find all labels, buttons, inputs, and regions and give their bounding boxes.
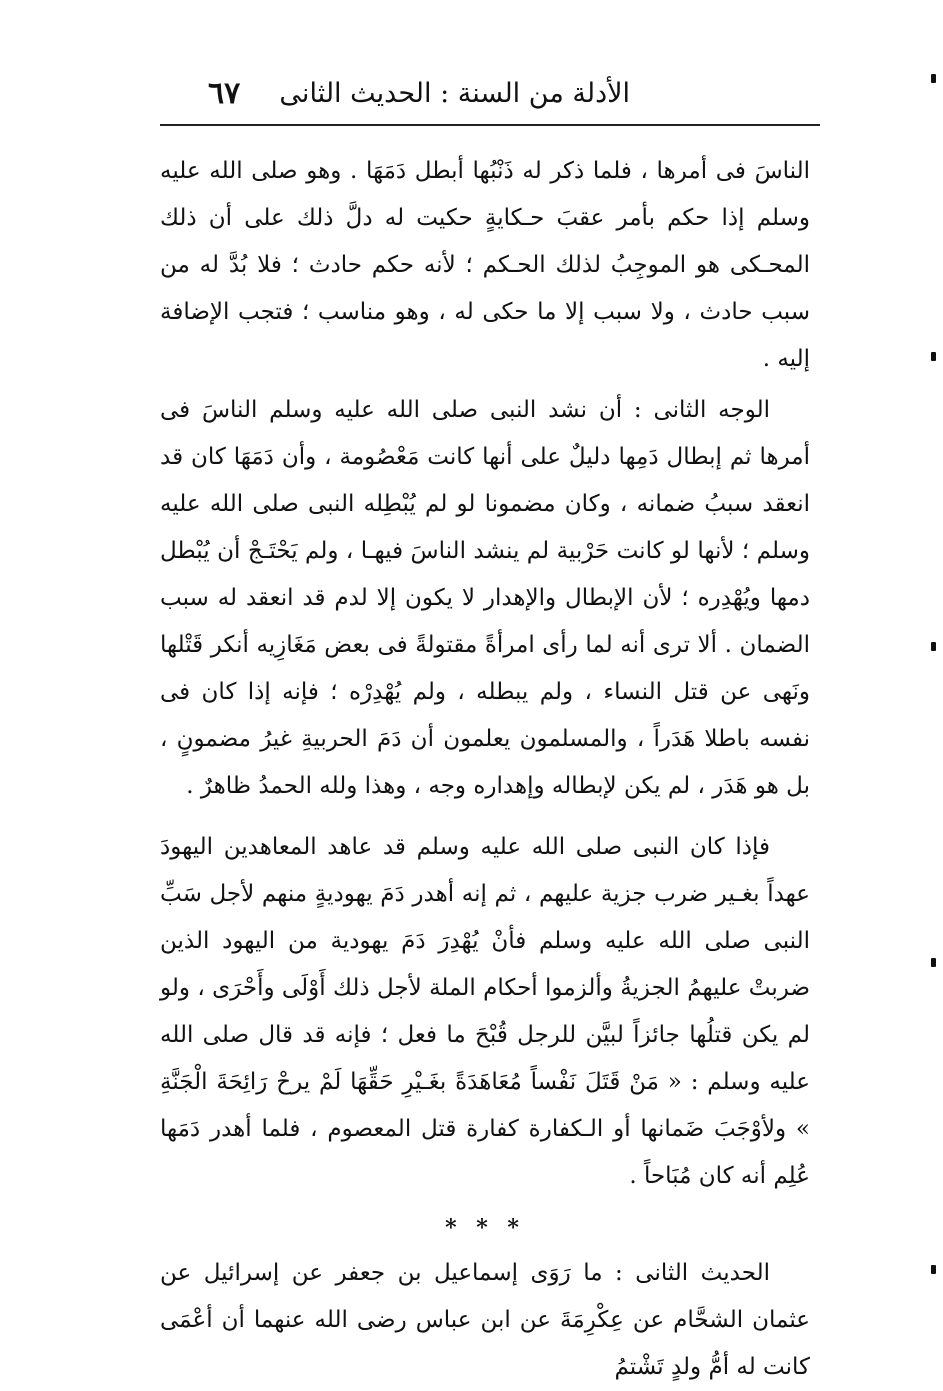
paragraph-treaty: فإذا كان النبى صلى الله عليه وسلم قد عاهد المعاهدين اليهودَ عهداً بغـير ضرب جزية عليهم ، ثم إنه أهدر دَمَ يهوديةٍ منهم لأجل سَبِّ النبى صلى الله عليه وسلم فأنْ يُهْدِرَ دَمَ يهودية من اليهود الذين ضربتْ عليهمُ الجزيةُ وألزموا أحكام الملة لأجل ذلك أَوْلَى وأَحْرَى ، ولو لم يكن قتلُها جائزاً لبيَّن للرجل قُبْحَ ما فعل ؛ فإنه قد قال صلى الله عليه وسلم : « مَنْ قَتَلَ نَفْساً مُعَاهَدَةً بغَـيْرِ حَقِّهَا لَمْ يرحْ رَائِحَةَ الْجَنَّةِ » ولأوْجَبَ ضَمانها أو الـكفارة كفارة قتل المعصوم ، فلما أهدر دَمَها عُلِم أنه كان مُبَاحاً . <box>160 834 810 1189</box>
body-text <box>160 148 810 1391</box>
page-edge-mark <box>931 352 936 361</box>
paragraph-second-hadith: الحديث الثانى : ما رَوَى إسماعيل بن جعفر عن إسرائيل عن عثمان الشحَّام عن عِكْرِمَةَ عن ابن عباس رضى الله عنهما أن أعْمَى كانت له أمُّ ولدٍ تَشْتمُ <box>160 1260 810 1380</box>
page-number: ٦٧ <box>208 76 241 111</box>
paragraph-continuation: الناسَ فى أمرها ، فلما ذكر له ذَنْبُها أبطل دَمَهَا . وهو صلى الله عليه وسلم إذا حكم بأمر عقبَ حـكايةٍ حكيت له دلَّ ذلك على أن ذلك المحـكى هو الموجِبُ لذلك الحـكم ؛ لأنه حكم حادث ؛ فلا بُدَّ له من سبب حادث ، ولا سبب إلا ما حكى له ، وهو مناسب ؛ فتجب الإضافة إليه . <box>160 158 810 372</box>
page-header <box>160 72 820 122</box>
section-separator: * * * <box>445 1215 525 1241</box>
running-title: الأدلة من السنة : الحديث الثانى <box>279 78 630 109</box>
paragraph-second-aspect: الوجه الثانى : أن نشد النبى صلى الله عليه وسلم الناسَ فى أمرها ثم إبطال دَمِها دليلٌ على أنها كانت مَعْصُومة ، وأن دَمَهَا كان قد انعقد سببُ ضمانه ، وكان مضمونا لو لم يُبْطِله النبى صلى الله عليه وسلم ؛ لأنها لو كانت حَرْبية لم ينشد الناسَ فيهـا ، ولم يَحْتَـجْ أن يُبْطل دمها ويُهْدِره ؛ لأن الإبطال والإهدار لا يكون إلا لدم قد انعقد له سبب الضمان . ألا ترى أنه لما رأى امرأةً مقتولةً فى بعض مَغَازِيه أنكر قَتْلها ونَهى عن قتل النساء ، ولم يبطله ، ولم يُهْدِرْه ؛ فإنه إذا كان فى نفسه باطلا هَدَراً ، والمسلمون يعلمون أن دَمَ الحربيةِ غيرُ مضمونٍ ، بل هو هَدَر ، لم يكن لإبطاله وإهداره وجه ، وهذا ولله الحمدُ ظاهرٌ . <box>160 397 810 799</box>
page-edge-mark <box>931 74 936 83</box>
page-edge-mark <box>931 1265 936 1274</box>
page-edge-mark <box>931 958 936 967</box>
header-rule <box>160 124 820 126</box>
page-edge-mark <box>931 642 936 651</box>
